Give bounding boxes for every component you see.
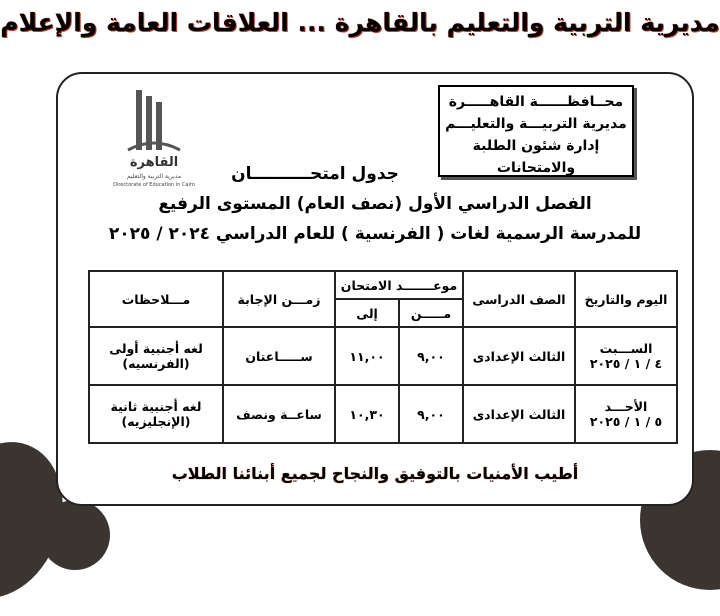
cell-notes: لغه أجنبية ثانية (الإنجليزيه) — [89, 385, 223, 443]
cell-day: الســـبت — [599, 341, 653, 356]
table-row — [89, 385, 677, 443]
cell-date: ٥ / ١ / ٢٠٢٥ — [589, 414, 663, 429]
org-governorate: محــافظــــــة القاهـــــرة — [448, 94, 624, 110]
cell-duration: ســـــاعتان — [223, 327, 335, 385]
svg-text:Directorate of Education in Ca: Directorate of Education in Cairo — [113, 182, 195, 188]
org-directorate: مديرية التربيـــة والتعليـــم — [445, 116, 627, 132]
cell-from: ٩,٠٠ — [399, 385, 463, 443]
footer-message: أطيب الأمنيات بالتوفيق والنجاح لجميع أبنائنا الطلاب — [171, 464, 579, 483]
svg-text:مديرية التربية والتعليم: مديرية التربية والتعليم — [126, 173, 182, 180]
cell-day-date — [575, 327, 677, 385]
header-grade: الصف الدراسى — [463, 271, 575, 327]
header-notes: مـــلاحظات — [89, 271, 223, 327]
cell-grade: الثالث الإعدادى — [463, 327, 575, 385]
table-row — [89, 327, 677, 385]
svg-text:القاهرة: القاهرة — [129, 155, 179, 170]
page-header-title: مديرية التربية والتعليم بالقاهرة ... العلاقات العامة والإعلام — [0, 8, 720, 37]
cell-date: ٤ / ١ / ٢٠٢٥ — [589, 356, 663, 371]
document-school-line: للمدرسة الرسمية لغات ( الفرنسية ) للعام الدراسي ٢٠٢٤ / ٢٠٢٥ — [108, 224, 642, 244]
document-title: جدول امتحــــــــــان — [231, 164, 399, 184]
header-to: إلى — [335, 299, 399, 327]
header-from: مـــــن — [399, 299, 463, 327]
cell-to: ١١,٠٠ — [335, 327, 399, 385]
cell-notes: لغه أجنبية أولى (الفرنسيه) — [89, 327, 223, 385]
cell-to: ١٠,٣٠ — [335, 385, 399, 443]
cell-day-date — [575, 385, 677, 443]
cell-grade: الثالث الإعدادى — [463, 385, 575, 443]
document-subtitle: الفصل الدراسي الأول (نصف العام) المستوى الرفيع — [158, 194, 592, 214]
cell-duration: ساعــة ونصف — [223, 385, 335, 443]
schedule-card — [56, 72, 694, 506]
header-day-date: اليوم والتاريخ — [575, 271, 677, 327]
header-duration: زمـــن الإجابة — [223, 271, 335, 327]
decorative-blob-bottom — [40, 500, 110, 570]
cell-from: ٩,٠٠ — [399, 327, 463, 385]
cell-day: الأحـــد — [604, 399, 648, 414]
header-exam-time: موعـــــــد الامتحان — [335, 271, 463, 299]
org-department: إدارة شئون الطلبة والامتحانات — [472, 138, 600, 176]
exam-schedule-table — [88, 270, 678, 444]
